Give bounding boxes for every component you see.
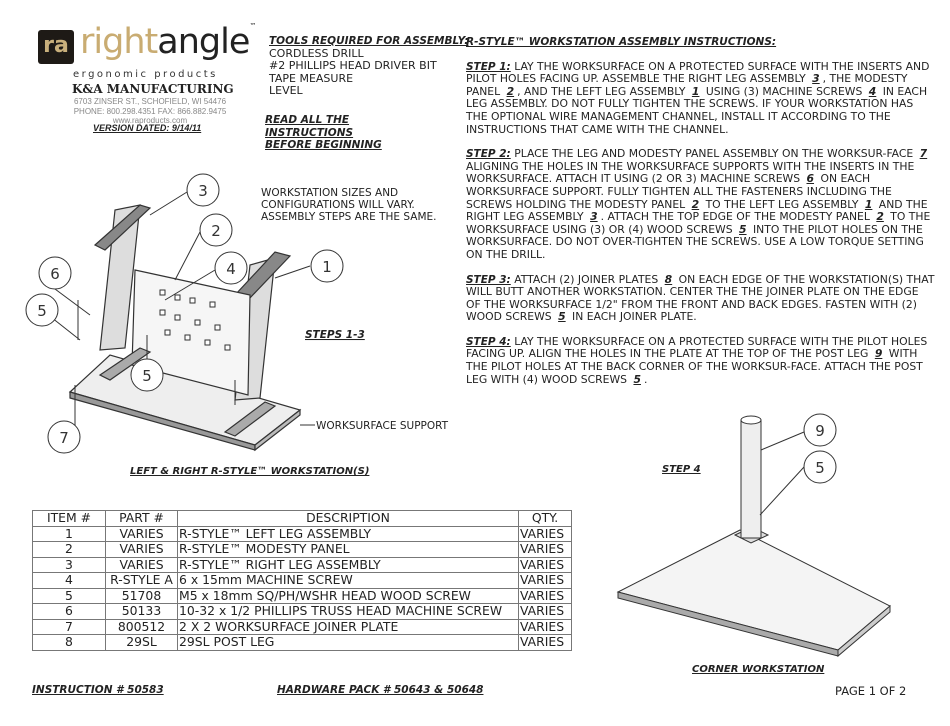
item-ref: 5 [558, 310, 566, 324]
table-row [33, 557, 572, 573]
logo-wordmark: rightangle™ [80, 22, 256, 62]
cell-description: 6 x 15mm MACHINE SCREW [178, 573, 519, 589]
cell-part: 50133 [106, 604, 178, 620]
item-ref: 8 [664, 272, 673, 286]
item-ref: 2 [506, 84, 515, 98]
item-ref: 1 [864, 197, 873, 211]
step-text: WITH THE PILOT HOLES AT THE BACK CORNER OF THE WORKSUR-FACE. ATTACH THE POST LEG WITH (4) WOOD SCREWS [466, 347, 923, 386]
cell-part: R-STYLE A [106, 573, 178, 589]
cell-item: 6 [33, 604, 106, 620]
cell-qty: VARIES [519, 573, 572, 589]
col-description: DESCRIPTION [178, 511, 519, 527]
step-text: , THE MODESTY PANEL [466, 72, 908, 98]
tool-item: CORDLESS DRILL [269, 46, 364, 60]
instructions-title: R-STYLE™ WORKSTATION ASSEMBLY INSTRUCTIONS: [466, 36, 777, 48]
step-4 [466, 336, 936, 386]
step4-label: STEP 4 [662, 464, 701, 475]
item-ref: 5 [739, 222, 747, 236]
cell-part: 800512 [106, 619, 178, 635]
step-label: STEP 3: [466, 273, 511, 286]
cell-item: 3 [33, 557, 106, 573]
diagram-caption: LEFT & RIGHT R-STYLE™ WORKSTATION(S) [130, 466, 370, 477]
cell-description: R-STYLE™ RIGHT LEG ASSEMBLY [178, 557, 519, 573]
cell-description: 2 X 2 WORKSURFACE JOINER PLATE [178, 619, 519, 635]
callout-4: 4 [226, 260, 236, 278]
cell-qty: VARIES [519, 557, 572, 573]
item-ref: 5 [633, 372, 641, 386]
callout-2: 2 [211, 222, 221, 240]
instruction-number: INSTRUCTION # 50583 [32, 684, 164, 696]
step-text: IN EACH JOINER PLATE. [568, 310, 697, 324]
table-row [33, 573, 572, 589]
workstation-diagram [0, 170, 470, 490]
step-text: LAY THE WORKSURFACE ON A PROTECTED SURFACE WITH THE INSERTS AND PILOT HOLES FACING UP. ASSEMBLE THE RIGHT LEG ASSEMBLY [466, 59, 930, 86]
step-1 [466, 61, 936, 137]
callout-5: 5 [815, 459, 825, 477]
step-text: ON EACH WORKSURFACE SUPPORT. FULLY TIGHTEN ALL THE FASTENERS INCLUDING THE SCREWS HOLDING THE MODESTY PANEL [466, 172, 892, 211]
callout-5: 5 [37, 302, 47, 320]
step-text: ATTACH (2) JOINER PLATES [510, 272, 662, 286]
callout-1: 1 [322, 258, 332, 276]
cell-part: 29SL [106, 635, 178, 651]
step-text: PLACE THE LEG AND MODESTY PANEL ASSEMBLY ON THE WORKSUR-FACE [510, 147, 917, 161]
step-text: ALIGNING THE HOLES IN THE WORKSURFACE SUPPORTS WITH THE INSERTS IN THE WORKSURFACE. ATTACH IT USING (2 OR 3) MACHINE SCREWS [466, 159, 915, 186]
cell-description: R-STYLE™ LEFT LEG ASSEMBLY [178, 526, 519, 542]
cell-item: 2 [33, 542, 106, 558]
step-label: STEP 2: [466, 148, 511, 161]
cell-qty: VARIES [519, 588, 572, 604]
brand-logo [38, 22, 258, 68]
table-row [33, 542, 572, 558]
item-ref: 2 [876, 210, 884, 224]
parts-table [32, 510, 572, 651]
worksurface-support-label: WORKSURFACE SUPPORT [316, 420, 449, 432]
step-text: USING (3) MACHINE SCREWS [702, 84, 866, 98]
item-ref: 6 [806, 172, 815, 186]
step-text: ON EACH EDGE OF THE WORKSTATION(S) THAT WILL BUTT ANOTHER WORKSTATION. CENTER THE THE JOINER PLATE ON THE EDGE OF THE WORKSURFACE 1/2" FROM THE FRONT AND BACK EDGES. FASTEN WITH (2) WOOD SCREWS [466, 272, 935, 324]
version-date: VERSION DATED: 9/14/11 [93, 123, 202, 133]
item-ref: 3 [812, 72, 820, 86]
cell-description: M5 x 18mm SQ/PH/WSHR HEAD WOOD SCREW [178, 588, 519, 604]
company-name: K&A MANUFACTURING [72, 82, 234, 96]
page-number: PAGE 1 OF 2 [835, 684, 907, 698]
step-2 [466, 148, 936, 261]
step-text: TO THE LEFT LEG ASSEMBLY [702, 197, 862, 211]
cell-item: 8 [33, 635, 106, 651]
callout-3: 3 [198, 182, 208, 200]
hardware-pack: HARDWARE PACK # 50643 & 50648 [277, 684, 484, 696]
cell-description: R-STYLE™ MODESTY PANEL [178, 542, 519, 558]
step-text: . [643, 372, 648, 386]
cell-item: 7 [33, 619, 106, 635]
tools-title: TOOLS REQUIRED FOR ASSEMBLY: [269, 35, 469, 47]
cell-description: 29SL POST LEG [178, 635, 519, 651]
tool-item: TAPE MEASURE [269, 71, 354, 85]
item-ref: 7 [919, 147, 928, 161]
corner-workstation-diagram [600, 410, 940, 680]
cell-qty: VARIES [519, 635, 572, 651]
cell-qty: VARIES [519, 619, 572, 635]
read-all-notice: READ ALL THE INSTRUCTIONS BEFORE BEGINNING [265, 114, 382, 151]
cell-item: 1 [33, 526, 106, 542]
table-row [33, 526, 572, 542]
tools-required [269, 35, 468, 98]
table-row [33, 588, 572, 604]
corner-caption: CORNER WORKSTATION [692, 664, 825, 675]
tool-item: #2 PHILLIPS HEAD DRIVER BIT [269, 59, 437, 72]
step-3 [466, 274, 936, 324]
cell-part: 51708 [106, 588, 178, 604]
callout-6: 6 [50, 265, 60, 283]
table-row [33, 604, 572, 620]
table-row [33, 635, 572, 651]
step-text: . ATTACH THE TOP EDGE OF THE MODESTY PANEL [600, 210, 874, 224]
item-ref: 9 [874, 347, 883, 361]
cell-part: VARIES [106, 542, 178, 558]
callout-7: 7 [59, 429, 69, 447]
post-leg [741, 420, 761, 538]
callout-9: 9 [815, 422, 825, 440]
col-part: PART # [106, 511, 178, 527]
steps-label: STEPS 1-3 [305, 329, 365, 341]
step-text: TO THE WORKSURFACE USING (3) OR (4) WOOD SCREWS [466, 210, 931, 236]
sizes-note: WORKSTATION SIZES AND CONFIGURATIONS WILL VARY. ASSEMBLY STEPS ARE THE SAME. [261, 187, 437, 223]
cell-item: 4 [33, 573, 106, 589]
step-text: , AND THE LEFT LEG ASSEMBLY [517, 84, 689, 98]
tool-item: LEVEL [269, 84, 303, 97]
cell-part: VARIES [106, 557, 178, 573]
col-item: ITEM # [33, 511, 106, 527]
callout-5: 5 [142, 367, 152, 385]
company-contact: 6703 ZINSER ST., SCHOFIELD, WI 54476 PHONE: 800.298.4351 FAX: 866.882.9475 www.raproducts.com [73, 97, 227, 125]
cell-description: 10-32 x 1/2 PHILLIPS TRUSS HEAD MACHINE SCREW [178, 604, 519, 620]
step-text: INTO THE PILOT HOLES ON THE WORKSURFACE. DO NOT OVER-TIGHTEN THE SCREWS. USE A LOW TORQUE SETTING ON THE DRILL. [466, 222, 924, 261]
cell-qty: VARIES [519, 526, 572, 542]
cell-part: VARIES [106, 526, 178, 542]
table-header-row [33, 511, 572, 527]
tagline: ergonomic products [73, 69, 218, 80]
cell-qty: VARIES [519, 542, 572, 558]
assembly-instructions [466, 36, 936, 398]
step-label: STEP 4: [466, 335, 511, 348]
item-ref: 1 [691, 84, 700, 98]
step-text: AND THE RIGHT LEG ASSEMBLY [466, 197, 928, 224]
item-ref: 3 [590, 210, 598, 224]
item-ref: 4 [868, 84, 877, 98]
step-text: LAY THE WORKSURFACE ON A PROTECTED SURFACE WITH THE PILOT HOLES FACING UP. ALIGN THE HOLES IN THE PLATE AT THE TOP OF THE POST LEG [466, 334, 928, 361]
step-label: STEP 1: [466, 60, 511, 73]
item-ref: 2 [691, 197, 700, 211]
cell-item: 5 [33, 588, 106, 604]
col-qty: QTY. [519, 511, 572, 527]
cell-qty: VARIES [519, 604, 572, 620]
logo-mark: ra [38, 30, 74, 64]
step-text: IN EACH LEG ASSEMBLY. DO NOT FULLY TIGHTEN THE SCREWS. IF YOUR WORKSTATION HAS THE OPTIONAL WIRE MANAGEMENT CHANNEL, INSTALL IT ACCORDING TO THE INSTRUCTIONS THAT CAME WITH THE CHANNEL. [466, 84, 928, 136]
table-row [33, 619, 572, 635]
